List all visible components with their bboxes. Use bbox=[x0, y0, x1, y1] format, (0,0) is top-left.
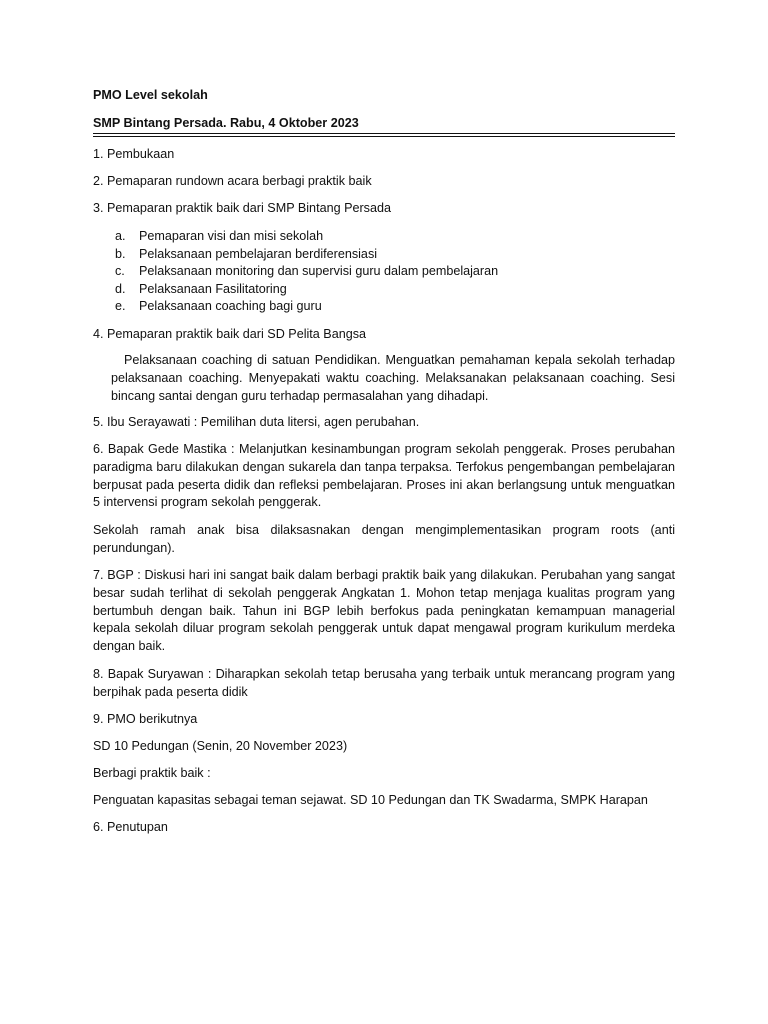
agenda-item-5: 5. Ibu Serayawati : Pemilihan duta litersi, agen perubahan. bbox=[93, 415, 420, 429]
list-text: Pemaparan visi dan misi sekolah bbox=[139, 229, 324, 243]
list-text: Pelaksanaan pembelajaran berdiferensiasi bbox=[139, 246, 378, 261]
header-rule-bottom bbox=[93, 136, 675, 137]
agenda-item-3-sublist bbox=[115, 228, 498, 316]
list-marker: b. bbox=[115, 246, 126, 261]
next-pmo-place: SD 10 Pedungan (Senin, 20 November 2023) bbox=[93, 739, 348, 753]
closing-item: 6. Penutupan bbox=[93, 820, 168, 834]
next-pmo-share-label: Berbagi praktik baik : bbox=[93, 766, 211, 780]
list-text: Pelaksanaan monitoring dan supervisi guru dalam pembelajaran bbox=[139, 264, 499, 279]
list-item bbox=[115, 228, 498, 246]
agenda-item-4-detail: Pelaksanaan coaching di satuan Pendidikan. Menguatkan pemahaman kepala sekolah terhadap pelaksanaan coaching. Menyepakati waktu coaching. Melaksanakan pelaksanaan coaching. Sesi bincang santai dengan guru terhadap permasalahan yang dihadapi. bbox=[111, 353, 675, 403]
agenda-item-3: 3. Pemaparan praktik baik dari SMP Bintang Persada bbox=[93, 201, 391, 215]
list-item bbox=[115, 246, 498, 264]
list-marker: a. bbox=[115, 229, 126, 243]
agenda-item-8: 8. Bapak Suryawan : Diharapkan sekolah tetap berusaha yang terbaik untuk merancang program yang berpihak pada peserta didik bbox=[93, 667, 675, 699]
document-subtitle: SMP Bintang Persada. Rabu, 4 Oktober 2023 bbox=[93, 116, 359, 130]
list-text: Pelaksanaan Fasilitatoring bbox=[139, 281, 287, 296]
agenda-item-6-extra: Sekolah ramah anak bisa dilaksasnakan dengan mengimplementasikan program roots (anti perundungan). bbox=[93, 523, 675, 555]
agenda-item-9: 9. PMO berikutnya bbox=[93, 712, 198, 726]
agenda-item-2: 2. Pemaparan rundown acara berbagi praktik baik bbox=[93, 174, 372, 188]
list-item bbox=[115, 298, 498, 316]
agenda-item-1: 1. Pembukaan bbox=[93, 147, 175, 161]
list-item bbox=[115, 281, 498, 299]
header-rule-top bbox=[93, 133, 675, 134]
document-title: PMO Level sekolah bbox=[93, 88, 208, 102]
list-marker: d. bbox=[115, 281, 126, 296]
next-pmo-detail: Penguatan kapasitas sebagai teman sejawat. SD 10 Pedungan dan TK Swadarma, SMPK Harapan bbox=[93, 793, 648, 807]
list-item bbox=[115, 263, 498, 281]
agenda-item-4: 4. Pemaparan praktik baik dari SD Pelita Bangsa bbox=[93, 327, 367, 341]
list-marker: e. bbox=[115, 299, 126, 314]
list-marker: c. bbox=[115, 264, 125, 279]
agenda-item-7: 7. BGP : Diskusi hari ini sangat baik dalam berbagi praktik baik yang dilakukan. Perubahan yang sangat besar sudah terlihat di sekolah penggerak Angkatan 1. Mohon tetap menjaga kualitas program yang bertumbuh dengan baik. Tahun ini BGP lebih berfokus pada peningkatan kemampuan managerial kepala sekolah diluar program sekolah penggerak untuk dapat mengawal program kurikulum merdeka dengan baik. bbox=[93, 568, 675, 654]
agenda-item-6: 6. Bapak Gede Mastika : Melanjutkan kesinambungan program sekolah penggerak. Proses perubahan paradigma baru dilakukan dengan sukarela dan tanpa terpaksa. Terfokus pengembangan pembelajaran berpusat pada peserta didik dan refleksi pembelajaran. Proses ini akan berlangsung untuk menguatkan 5 intervensi program sekolah penggerak. bbox=[93, 442, 675, 510]
list-text: Pelaksanaan coaching bagi guru bbox=[139, 299, 322, 314]
